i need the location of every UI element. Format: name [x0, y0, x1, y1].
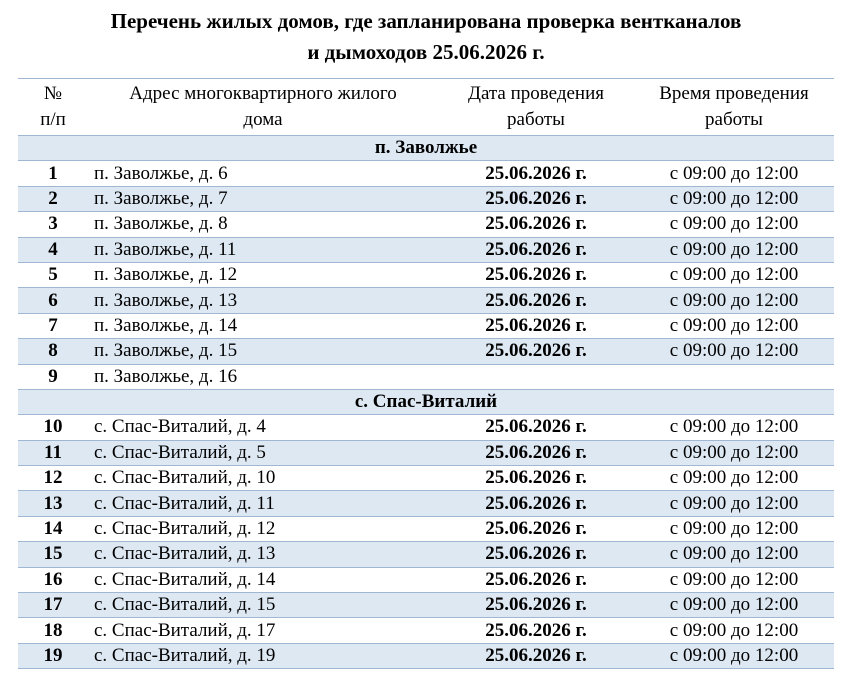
page-title [0, 6, 852, 68]
row-date: 25.06.2026 г. [485, 187, 587, 209]
row-number: 2 [48, 187, 58, 209]
row-address: с. Спас-Виталий, д. 17 [94, 619, 276, 641]
header-address-line-2: дома [243, 109, 283, 130]
row-number: 16 [43, 568, 63, 590]
table-body [18, 136, 834, 669]
row-address: с. Спас-Виталий, д. 12 [94, 518, 276, 540]
header-date-line-1: Дата проведения [467, 83, 604, 104]
row-number: 15 [43, 543, 63, 565]
row-date: 25.06.2026 г. [485, 289, 587, 311]
title-line-1: Перечень жилых домов, где запланирована проверка вентканалов [110, 9, 742, 33]
row-time: с 09:00 до 12:00 [669, 492, 799, 514]
row-date: 25.06.2026 г. [485, 518, 587, 540]
header-number [18, 79, 88, 136]
row-address: п. Заволжье, д. 8 [94, 213, 228, 235]
row-address: п. Заволжье, д. 13 [94, 289, 238, 311]
header-time-line-1: Время проведения [659, 83, 809, 104]
table-header-row [18, 79, 834, 136]
row-address: с. Спас-Виталий, д. 11 [94, 492, 275, 514]
section-row [18, 136, 834, 161]
row-time: с 09:00 до 12:00 [669, 518, 799, 540]
row-number: 6 [48, 289, 58, 311]
row-number: 3 [48, 213, 58, 235]
row-time: с 09:00 до 12:00 [669, 314, 799, 336]
section-title: п. Заволжье [374, 137, 478, 159]
row-address: п. Заволжье, д. 15 [94, 340, 238, 362]
row-time: с 09:00 до 12:00 [669, 441, 799, 463]
row-address: п. Заволжье, д. 16 [94, 365, 238, 387]
table-row [18, 567, 834, 592]
row-date: 25.06.2026 г. [485, 594, 587, 616]
row-number: 13 [43, 492, 63, 514]
row-date: 25.06.2026 г. [485, 441, 587, 463]
header-number-line-2: п/п [40, 109, 66, 130]
row-time: с 09:00 до 12:00 [669, 467, 799, 489]
section-row [18, 389, 834, 414]
table-row [18, 186, 834, 211]
row-number: 7 [48, 314, 58, 336]
row-time: с 09:00 до 12:00 [669, 568, 799, 590]
section-title: с. Спас-Виталий [354, 391, 498, 413]
table-row [18, 516, 834, 541]
row-number: 17 [43, 594, 63, 616]
table-row [18, 313, 834, 338]
row-time: с 09:00 до 12:00 [669, 264, 799, 286]
table-row [18, 288, 834, 313]
row-address: с. Спас-Виталий, д. 5 [94, 441, 266, 463]
row-address: п. Заволжье, д. 12 [94, 264, 238, 286]
header-date-line-2: работы [507, 109, 565, 130]
header-number-line-1: № [43, 83, 63, 104]
table-row [18, 491, 834, 516]
row-number: 8 [48, 340, 58, 362]
row-number: 5 [48, 264, 58, 286]
row-number: 11 [44, 441, 62, 463]
table-row [18, 364, 834, 389]
row-time: с 09:00 до 12:00 [669, 238, 799, 260]
row-date: 25.06.2026 г. [485, 467, 587, 489]
row-date: 25.06.2026 г. [485, 645, 587, 666]
table-row [18, 593, 834, 618]
row-time: с 09:00 до 12:00 [669, 289, 799, 311]
row-address: с. Спас-Виталий, д. 13 [94, 543, 276, 565]
table-row [18, 440, 834, 465]
row-time: с 09:00 до 12:00 [669, 543, 799, 565]
row-date: 25.06.2026 г. [485, 162, 587, 184]
row-time: с 09:00 до 12:00 [669, 213, 799, 235]
table-row [18, 466, 834, 491]
row-time [634, 364, 834, 389]
title-line-2: и дымоходов 25.06.2026 г. [307, 40, 545, 64]
table-row [18, 212, 834, 237]
table-row [18, 237, 834, 262]
header-date [438, 79, 634, 136]
row-time: с 09:00 до 12:00 [669, 645, 799, 666]
row-address: п. Заволжье, д. 6 [94, 162, 228, 184]
row-number: 12 [43, 467, 63, 489]
table-row [18, 618, 834, 643]
inspection-schedule-table [18, 78, 834, 669]
row-date: 25.06.2026 г. [485, 314, 587, 336]
table-row [18, 339, 834, 364]
row-date: 25.06.2026 г. [485, 264, 587, 286]
row-number: 4 [48, 238, 58, 260]
row-date: 25.06.2026 г. [485, 492, 587, 514]
row-date [438, 364, 634, 389]
row-time: с 09:00 до 12:00 [669, 416, 799, 438]
table-row [18, 262, 834, 287]
row-address: с. Спас-Виталий, д. 10 [94, 467, 276, 489]
row-date: 25.06.2026 г. [485, 340, 587, 362]
table-row [18, 643, 834, 668]
row-date: 25.06.2026 г. [485, 543, 587, 565]
row-address: с. Спас-Виталий, д. 15 [94, 594, 276, 616]
table-row [18, 415, 834, 440]
row-time: с 09:00 до 12:00 [669, 162, 799, 184]
row-time: с 09:00 до 12:00 [669, 594, 799, 616]
row-number: 19 [43, 645, 63, 666]
row-date: 25.06.2026 г. [485, 238, 587, 260]
row-address: п. Заволжье, д. 7 [94, 187, 228, 209]
row-number: 10 [43, 416, 63, 438]
header-time [634, 79, 834, 136]
row-time: с 09:00 до 12:00 [669, 619, 799, 641]
row-number: 14 [43, 518, 63, 540]
row-date: 25.06.2026 г. [485, 213, 587, 235]
row-address: п. Заволжье, д. 11 [94, 238, 237, 260]
row-time: с 09:00 до 12:00 [669, 187, 799, 209]
row-time: с 09:00 до 12:00 [669, 340, 799, 362]
header-address-line-1: Адрес многоквартирного жилого [129, 83, 397, 104]
row-number: 9 [48, 365, 58, 387]
row-number: 1 [48, 162, 58, 184]
row-address: с. Спас-Виталий, д. 19 [94, 645, 276, 666]
header-time-line-2: работы [705, 109, 763, 130]
table-row [18, 161, 834, 186]
row-address: с. Спас-Виталий, д. 4 [94, 416, 266, 438]
row-date: 25.06.2026 г. [485, 416, 587, 438]
row-address: п. Заволжье, д. 14 [94, 314, 238, 336]
header-address [88, 79, 438, 136]
row-address: с. Спас-Виталий, д. 14 [94, 568, 276, 590]
row-date: 25.06.2026 г. [485, 619, 587, 641]
row-number: 18 [43, 619, 63, 641]
row-date: 25.06.2026 г. [485, 568, 587, 590]
table-row [18, 542, 834, 567]
